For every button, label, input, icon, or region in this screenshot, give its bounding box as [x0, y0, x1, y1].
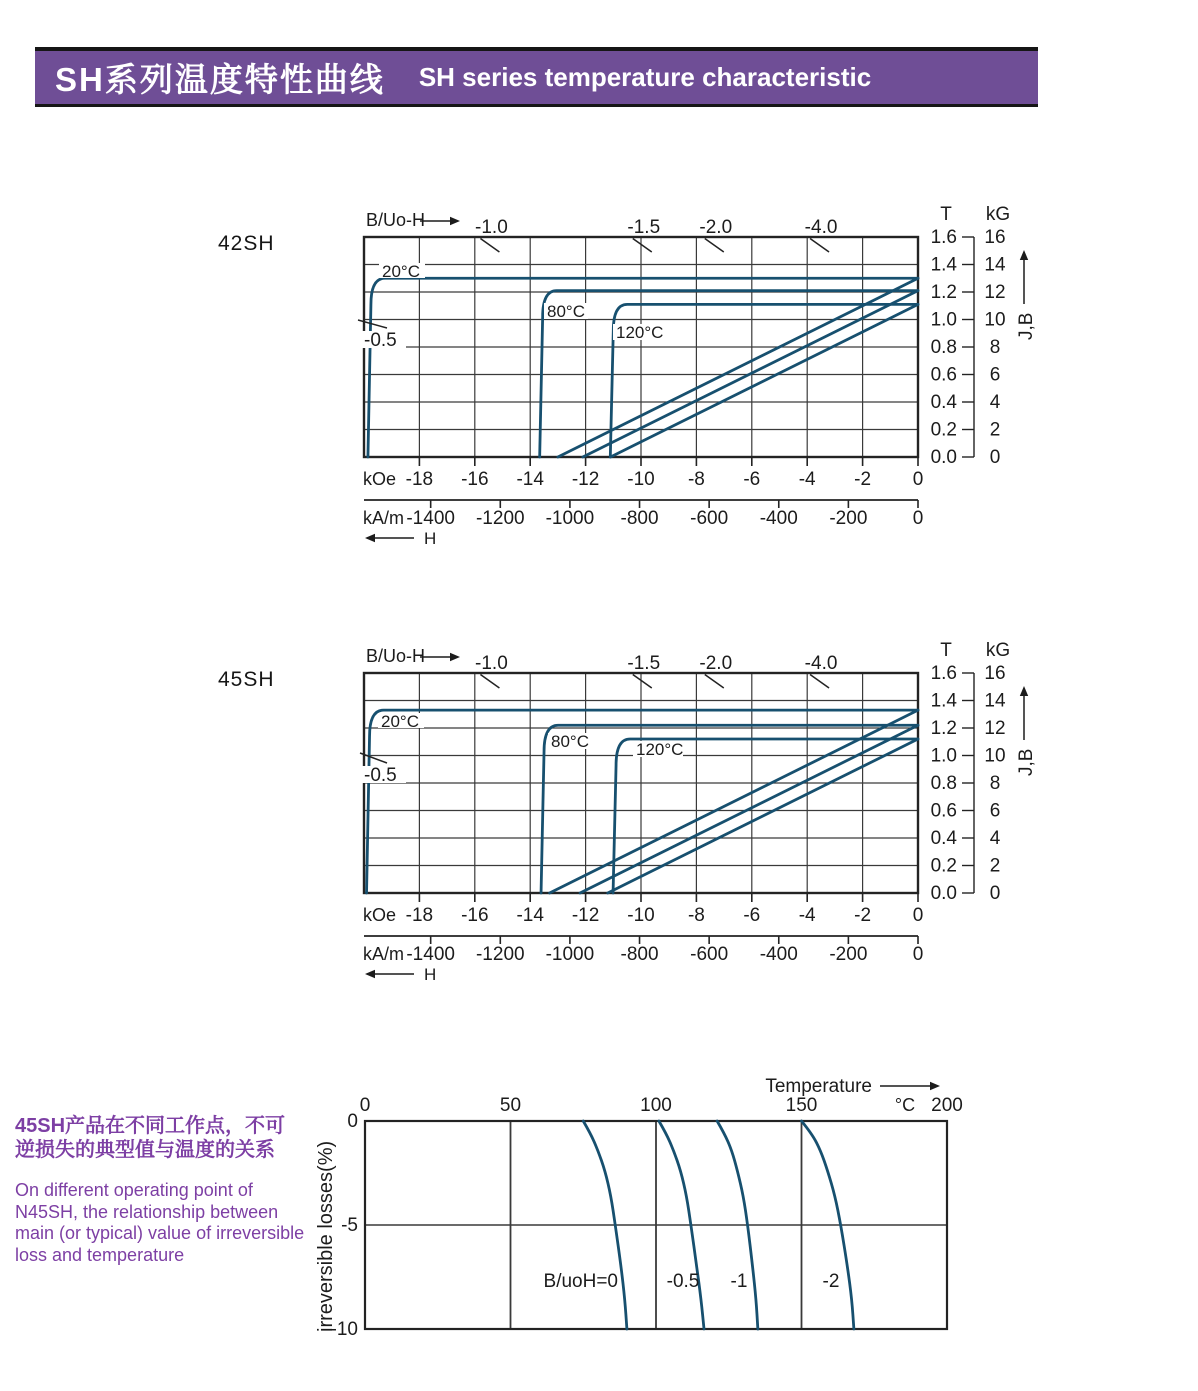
x-tick-label-kAm: -1000 [545, 944, 595, 965]
x-tick-label-kOe: -16 [461, 905, 489, 926]
x-tick-label-kOe: -6 [743, 905, 761, 926]
x-tick-label-kAm: 0 [912, 944, 924, 965]
x-tick-label-kAm: -200 [829, 944, 868, 965]
y-tick-label: -10 [330, 1319, 358, 1340]
y-tick-label-T: 0.4 [930, 828, 957, 849]
curve-b-curve-80c [583, 291, 918, 457]
temp-curve-label: 120°C [616, 323, 664, 342]
y-tick-label-T: 0.0 [930, 883, 957, 904]
x-tick-label-kOe: -18 [405, 905, 434, 926]
page-title-en: SH series temperature characteristic [418, 62, 872, 92]
x-tick-label-kOe: -2 [854, 905, 872, 926]
y-tick-label-T: 0.4 [930, 392, 957, 413]
load-line-label: -2.0 [699, 653, 733, 674]
x-tick-label-kOe: -16 [461, 469, 489, 490]
temp-curve-label: 80°C [547, 302, 585, 321]
x-tick-label-kOe: -2 [854, 469, 872, 490]
load-line-label: -1.5 [627, 217, 661, 238]
load-line-label: -4.0 [804, 653, 838, 674]
y-tick-label-T: 0.6 [930, 800, 957, 822]
loss-curve-label: -2 [822, 1271, 840, 1292]
irreversible-loss-chart [280, 1055, 980, 1355]
page-title-zh: SH系列温度特性曲线 [55, 61, 385, 98]
y-tick-label-kG: 6 [989, 800, 1001, 822]
note-zh-line2: 逆损失的典型值与温度的关系 [15, 1139, 275, 1161]
y-tick-label-kG: 12 [984, 282, 1006, 303]
y-tick-label-kG: 14 [984, 690, 1006, 712]
note-en-line3: main (or typical) value of irreversible [15, 1223, 305, 1243]
y-tick-label-T: 0.2 [930, 855, 957, 877]
left-arrowhead-icon [365, 970, 375, 978]
x-tick-label: 100 [640, 1095, 672, 1116]
up-arrowhead-icon [1020, 250, 1028, 260]
x-axis-unit-kOe: kOe [362, 905, 396, 925]
x-tick-label-kAm: -800 [620, 944, 659, 965]
jb-axis-label: J,B [1016, 312, 1037, 340]
y-tick-label-kG: 0 [989, 447, 1001, 468]
load-line-stroke [633, 239, 652, 253]
x-tick-label-kOe: -4 [798, 469, 816, 490]
load-line-stroke [705, 239, 724, 253]
load-line-stroke [810, 239, 829, 253]
x-tick-label-kAm: -1000 [545, 508, 595, 529]
x-tick-label-kOe: 0 [912, 469, 924, 490]
temp-curve-label: 20°C [382, 262, 420, 281]
demag-plot [358, 204, 1037, 548]
chart-title-45sh: 45SH [218, 668, 275, 691]
note-en [15, 1180, 315, 1266]
note-zh-line1: 45SH产品在不同工作点，不可 [15, 1115, 286, 1137]
x-tick-label-kOe: -8 [687, 905, 705, 926]
x-tick-label-kOe: -14 [516, 905, 544, 926]
y-tick-label-kG: 16 [984, 663, 1006, 684]
x-tick-label: 200 [931, 1095, 963, 1116]
x-tick-label-kAm: -1400 [406, 944, 455, 965]
up-arrowhead-icon [1020, 686, 1028, 696]
demag-chart-42sh [330, 200, 1070, 552]
x-tick-label-kOe: 0 [912, 905, 924, 926]
temp-curve-label: 120°C [636, 740, 684, 759]
y-tick-label-T: 1.2 [930, 282, 957, 303]
left-marker-stroke [358, 320, 387, 328]
note-block [15, 1114, 315, 1266]
y-tick-label-T: 1.2 [930, 718, 957, 739]
x-tick-label-kAm: -600 [690, 508, 729, 529]
load-line-stroke [480, 239, 499, 253]
x-tick-label-kOe: -8 [687, 469, 705, 490]
load-line-label: -1.0 [475, 653, 508, 674]
x-tick-label: 0 [359, 1095, 371, 1116]
demag-chart-45sh [330, 636, 1070, 988]
x-tick-label-kOe: -4 [798, 905, 816, 926]
curve-b-curve-80c [580, 725, 918, 893]
y-tick-label-T: 1.6 [930, 663, 957, 684]
y-tick-label-kG: 8 [989, 337, 1001, 358]
y-tick-label-kG: 0 [989, 883, 1001, 904]
x-tick-label-kOe: -18 [405, 469, 434, 490]
loss-curve-label: B/uoH=0 [543, 1271, 618, 1292]
note-en-line1: On different operating point of [15, 1180, 253, 1200]
note-en-line2: N45SH, the relationship between [15, 1201, 279, 1222]
h-axis-label: H [424, 529, 437, 548]
y-axis-unit-T: T [940, 204, 952, 225]
x-tick-label-kOe: -10 [627, 469, 655, 490]
chart-title-42sh: 42SH [218, 232, 275, 255]
x-axis-unit-kAm: kA/m [362, 944, 404, 964]
x-tick-label-kAm: -1200 [475, 508, 525, 529]
x-tick-label-kAm: -400 [759, 508, 798, 529]
y-tick-label-T: 1.0 [930, 745, 957, 767]
y-tick-label-kG: 14 [984, 254, 1006, 276]
curve-b-curve-120c [608, 739, 918, 893]
y-tick-label-kG: 10 [984, 745, 1006, 767]
load-line-label: -2.0 [699, 217, 733, 238]
note-zh [15, 1114, 315, 1162]
y-tick-label-kG: 16 [984, 227, 1006, 248]
left-marker-label: -0.5 [364, 330, 397, 351]
y-tick-label-kG: 2 [989, 855, 1001, 877]
y-tick-label-T: 0.2 [930, 419, 957, 441]
x-tick-label-kOe: -12 [571, 469, 600, 490]
x-tick-label-kAm: 0 [912, 508, 924, 529]
x-tick-label-kAm: -400 [759, 944, 798, 965]
load-line-stroke [633, 675, 652, 689]
y-tick-label-T: 0.8 [930, 337, 957, 358]
y-tick-label-kG: 2 [989, 419, 1001, 441]
x-axis-title: Temperature [765, 1076, 872, 1097]
top-axis-label: B/Uo-H [366, 646, 426, 666]
x-tick-label-kOe: -14 [516, 469, 544, 490]
loss-curve-label: -1 [730, 1271, 748, 1292]
page-title-bar [35, 47, 1038, 107]
y-tick-label: -5 [341, 1215, 358, 1236]
y-tick-label-kG: 8 [989, 773, 1001, 794]
right-arrowhead-icon [930, 1082, 940, 1090]
y-tick-label-kG: 10 [984, 309, 1006, 331]
x-tick-label-kAm: -1200 [475, 944, 525, 965]
x-axis-unit-kOe: kOe [362, 469, 396, 489]
right-arrowhead-icon [450, 217, 460, 225]
load-line-label: -4.0 [804, 217, 838, 238]
x-tick-label-kOe: -10 [627, 905, 655, 926]
x-axis-unit-kAm: kA/m [362, 508, 404, 528]
x-tick-label-kAm: -200 [829, 508, 868, 529]
curve-j-curve-80c [540, 291, 918, 457]
y-tick-label-kG: 4 [989, 392, 1001, 413]
x-tick-label-kAm: -1400 [406, 508, 455, 529]
temp-curve-label: 80°C [551, 732, 589, 751]
y-tick-label-T: 1.6 [930, 227, 957, 248]
y-axis-unit-T: T [940, 640, 952, 661]
y-tick-label-T: 1.4 [930, 254, 957, 276]
y-tick-label-T: 0.8 [930, 773, 957, 794]
loss-plot [315, 1076, 963, 1340]
y-axis-unit-kG: kG [985, 640, 1011, 661]
loss-curve-label: -0.5 [666, 1271, 700, 1292]
left-marker-label: -0.5 [364, 765, 397, 786]
load-line-stroke [480, 675, 499, 689]
x-tick-label: 50 [499, 1095, 522, 1116]
y-axis-title: irreversible losses(%) [315, 1140, 337, 1332]
right-arrowhead-icon [450, 653, 460, 661]
y-tick-label-T: 0.0 [930, 447, 957, 468]
load-line-label: -1.0 [475, 217, 508, 238]
y-tick-label-T: 0.6 [930, 364, 957, 386]
left-arrowhead-icon [365, 534, 375, 542]
y-tick-label-T: 1.4 [930, 690, 957, 712]
note-en-line4: loss and temperature [15, 1244, 185, 1265]
y-tick-label-T: 1.0 [930, 309, 957, 331]
y-tick-label-kG: 12 [984, 718, 1006, 739]
curves [368, 278, 918, 457]
grid [364, 673, 918, 893]
demag-plot [360, 640, 1037, 984]
jb-axis-label: J,B [1016, 748, 1037, 776]
x-tick-label-kOe: -12 [571, 905, 600, 926]
y-tick-label: 0 [347, 1111, 358, 1132]
x-tick-label-kOe: -6 [743, 469, 761, 490]
x-tick-label-kAm: -600 [690, 944, 729, 965]
load-line-stroke [705, 675, 724, 689]
x-tick-label: 150 [785, 1095, 818, 1116]
top-axis-label: B/Uo-H [366, 210, 426, 230]
y-tick-label-kG: 6 [989, 364, 1001, 386]
x-axis-unit: °C [894, 1095, 916, 1115]
x-tick-label-kAm: -800 [620, 508, 659, 529]
h-axis-label: H [424, 965, 437, 984]
y-tick-label-kG: 4 [989, 828, 1001, 849]
y-axis-unit-kG: kG [985, 204, 1011, 225]
temp-curve-label: 20°C [381, 712, 419, 731]
load-line-stroke [810, 675, 829, 689]
load-line-label: -1.5 [627, 653, 661, 674]
